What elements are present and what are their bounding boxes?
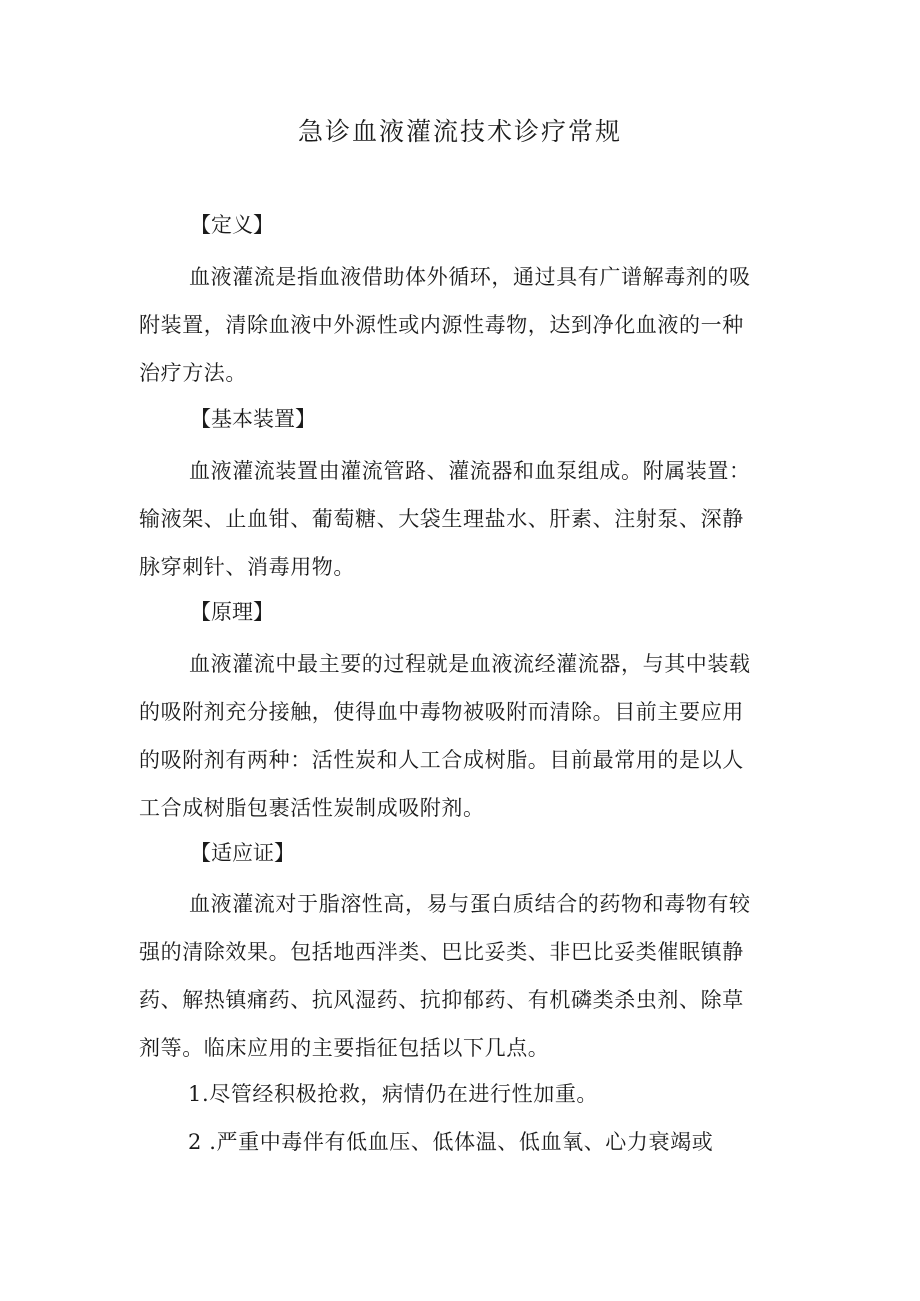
section-heading-principle: 【原理】 [190, 600, 274, 624]
section-body-equipment [139, 447, 799, 591]
section-heading-definition: 【定义】 [190, 213, 274, 237]
section-heading-indications: 【适应证】 [190, 841, 295, 865]
paragraph-line: 的吸附剂有两种：活性炭和人工合成树脂。目前最常用的是以人 [139, 748, 744, 772]
paragraph-line: 治疗方法。 [139, 361, 247, 385]
list-item: 1.尽管经积极抢救，病情仍在进行性加重。 [188, 1082, 599, 1106]
paragraph-line: 药、解热镇痛药、抗风湿药、抗抑郁药、有机磷类杀虫剂、除草 [139, 988, 744, 1012]
paragraph-line: 血液灌流装置由灌流管路、灌流器和血泵组成。附属装置： [189, 459, 751, 483]
section-heading-equipment: 【基本装置】 [190, 407, 316, 431]
paragraph-line: 剂等。临床应用的主要指征包括以下几点。 [139, 1036, 550, 1060]
paragraph-line: 脉穿刺针、消毒用物。 [139, 555, 355, 579]
section-body-definition [139, 253, 799, 397]
list-item: 2 .严重中毒伴有低血压、低体温、低血氧、心力衰竭或 [188, 1130, 714, 1154]
paragraph-line: 的吸附剂充分接触，使得血中毒物被吸附而清除。目前主要应用 [139, 700, 744, 724]
paragraph-line: 强的清除效果。包括地西泮类、巴比妥类、非巴比妥类催眠镇静 [139, 940, 744, 964]
paragraph-line: 血液灌流是指血液借助体外循环，通过具有广谱解毒剂的吸 [189, 265, 751, 289]
section-body-principle [139, 640, 799, 832]
paragraph-line: 输液架、止血钳、葡萄糖、大袋生理盐水、肝素、注射泵、深静 [139, 507, 744, 531]
document-title: 急诊血液灌流技术诊疗常规 [297, 117, 622, 146]
section-body-indications [139, 880, 799, 1072]
paragraph-line: 工合成树脂包裹活性炭制成吸附剂。 [139, 796, 485, 820]
paragraph-line: 血液灌流对于脂溶性高，易与蛋白质结合的药物和毒物有较 [189, 892, 751, 916]
paragraph-line: 附装置，清除血液中外源性或内源性毒物，达到净化血液的一种 [139, 313, 744, 337]
paragraph-line: 血液灌流中最主要的过程就是血液流经灌流器，与其中装载 [189, 652, 751, 676]
